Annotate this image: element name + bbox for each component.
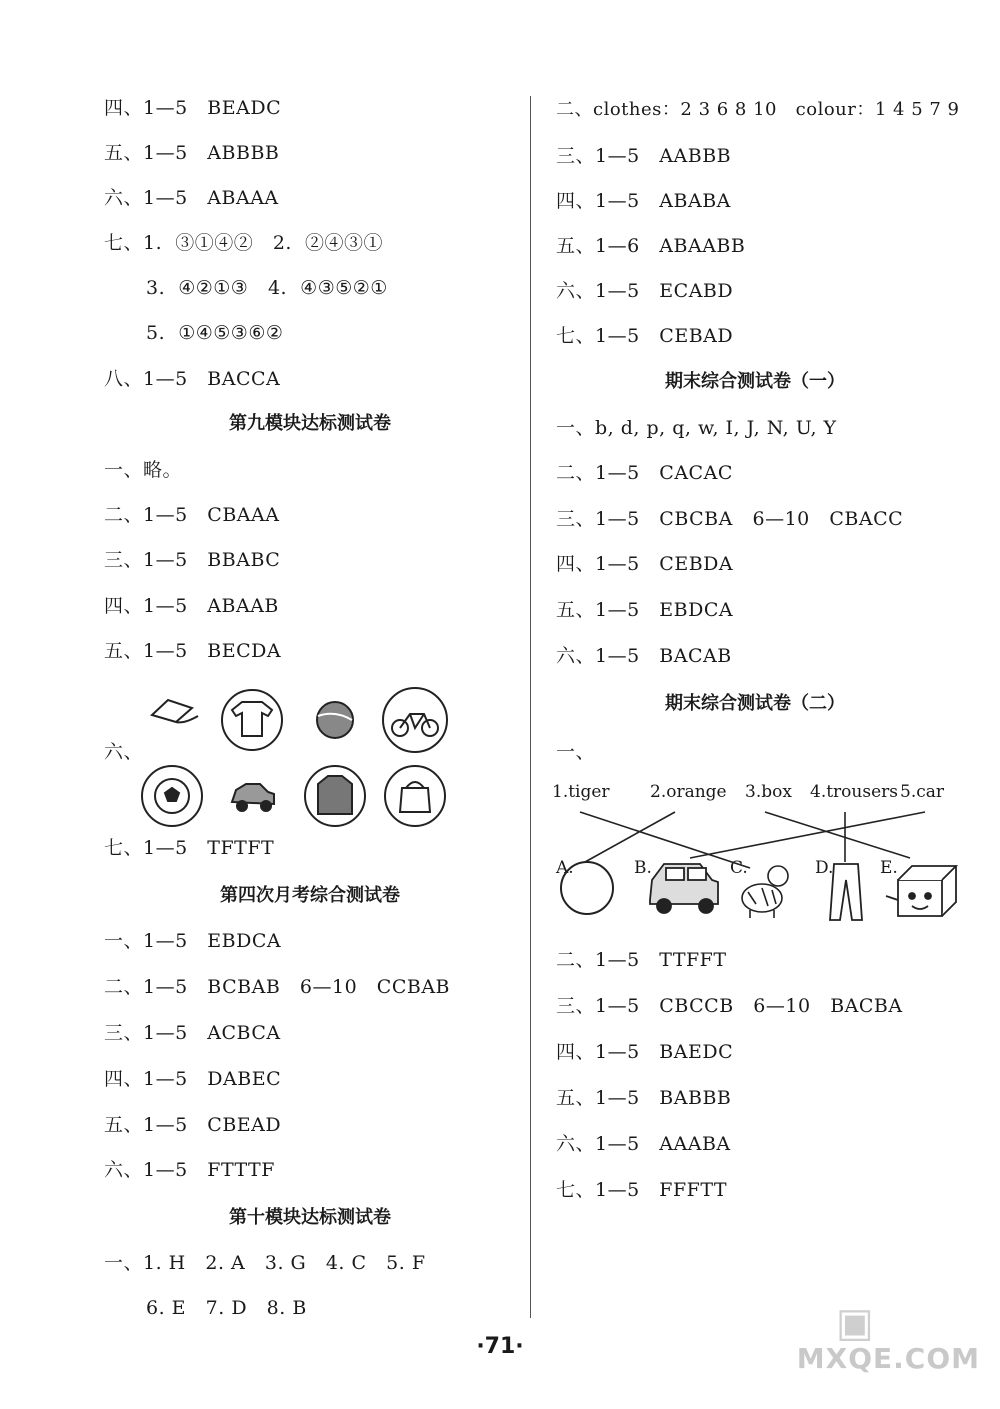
match-word: 1.tiger (552, 782, 610, 802)
soccer-ball-icon (142, 766, 202, 826)
answer-line: 一、1—5 EBDCA (104, 930, 282, 952)
tiger-icon (742, 866, 788, 918)
column-divider (530, 96, 531, 1318)
answer-line: 三、1—5 CBCBA 6—10 CBACC (556, 508, 904, 530)
answer-line: 二、1—5 TTFFT (556, 949, 727, 971)
answer-line: 四、1—5 BAEDC (556, 1041, 734, 1063)
match-letter: E. (880, 858, 898, 878)
car-icon (650, 864, 718, 913)
section-heading: 期末综合测试卷（二） (665, 693, 845, 714)
matching-diagram (540, 800, 980, 930)
answer-line: 四、1—5 BEADC (104, 97, 282, 119)
answer-line: 三、1—5 CBCCB 6—10 BACBA (556, 995, 903, 1017)
answer-line: 二、1—5 BCBAB 6—10 CCBAB (104, 976, 451, 998)
answer-line: 三、1—5 AABBB (556, 145, 732, 167)
answer-line: 六、1—5 FTTTF (104, 1159, 275, 1181)
match-lines (580, 812, 925, 868)
section-heading: 第十模块达标测试卷 (229, 1207, 391, 1228)
bicycle-icon (383, 688, 447, 752)
answer-line: 五、1—5 CBEAD (104, 1114, 282, 1136)
answer-line: 二、1—5 CACAC (556, 462, 733, 484)
section-heading: 第四次月考综合测试卷 (220, 885, 400, 906)
answer-line: 四、1—5 ABAAB (104, 595, 279, 617)
answer-line: 六、1—5 AAABA (556, 1133, 731, 1155)
answer-line: 6. E 7. D 8. B (146, 1297, 307, 1319)
answer-line: 五、1—5 BABBB (556, 1087, 732, 1109)
answer-line: 五、1—5 ABBBB (104, 142, 280, 164)
answer-line: 六、1—5 ECABD (556, 280, 734, 302)
answer-line: 三、1—5 BBABC (104, 549, 281, 571)
toy-car-icon (232, 784, 274, 811)
match-word: 3.box (745, 782, 792, 802)
answer-line: 七、1—5 TFTFT (104, 837, 275, 859)
answer-line: 五、1—6 ABAABB (556, 235, 746, 257)
match-word: 2.orange (650, 782, 727, 802)
answer-line: 一、略。 (104, 459, 183, 481)
answer-line: 六、 (104, 741, 144, 763)
section-heading: 第九模块达标测试卷 (229, 413, 391, 434)
answer-line: 四、1—5 DABEC (104, 1068, 282, 1090)
picture-grid (140, 680, 450, 835)
answer-line: 六、1—5 BACAB (556, 645, 732, 667)
answer-line: 六、1—5 ABAAA (104, 187, 279, 209)
answer-line: 一、1. H 2. A 3. G 4. C 5. F (104, 1252, 426, 1274)
jacket-icon (305, 766, 365, 826)
orange-icon (561, 862, 613, 914)
watermark-logo-icon: ▣ (836, 1300, 874, 1346)
match-letter: B. (634, 858, 652, 878)
answer-line: 一、 (556, 741, 596, 763)
match-letter: D. (815, 858, 834, 878)
match-word: 5.car (900, 782, 945, 802)
answer-line: 七、1. ③①④② 2. ②④③① (104, 232, 384, 254)
answer-line: 四、1—5 ABABA (556, 190, 731, 212)
trousers-icon (830, 864, 862, 920)
sweater-icon (222, 690, 282, 750)
answer-line: 四、1—5 CEBDA (556, 553, 734, 575)
answer-line: 五、1—5 EBDCA (556, 599, 734, 621)
box-icon (886, 866, 956, 916)
answer-line: 七、1—5 FFFTT (556, 1179, 728, 1201)
answer-line: 二、1—5 CBAAA (104, 504, 280, 526)
match-letter: A. (556, 858, 574, 878)
ball-icon (317, 702, 353, 738)
answer-line: 二、clothes：2 3 6 8 10 colour：1 4 5 7 9 (556, 99, 960, 120)
answer-line: 3. ④②①③ 4. ④③⑤②① (146, 277, 388, 299)
bag-icon (385, 766, 445, 826)
page-number: ·71· (476, 1334, 524, 1359)
section-heading: 期末综合测试卷（一） (665, 371, 845, 392)
answer-line: 七、1—5 CEBAD (556, 325, 734, 347)
match-letter: C. (730, 858, 748, 878)
watermark-text: MXQE.COM (796, 1342, 980, 1375)
match-word: 4.trousers (810, 782, 898, 802)
answer-line: 三、1—5 ACBCA (104, 1022, 281, 1044)
kite-icon (152, 700, 198, 722)
answer-line: 五、1—5 BECDA (104, 640, 282, 662)
answer-line: 一、b, d, p, q, w, I, J, N, U, Y (556, 417, 837, 439)
answer-line: 5. ①④⑤③⑥② (146, 322, 284, 344)
answer-line: 八、1—5 BACCA (104, 368, 281, 390)
